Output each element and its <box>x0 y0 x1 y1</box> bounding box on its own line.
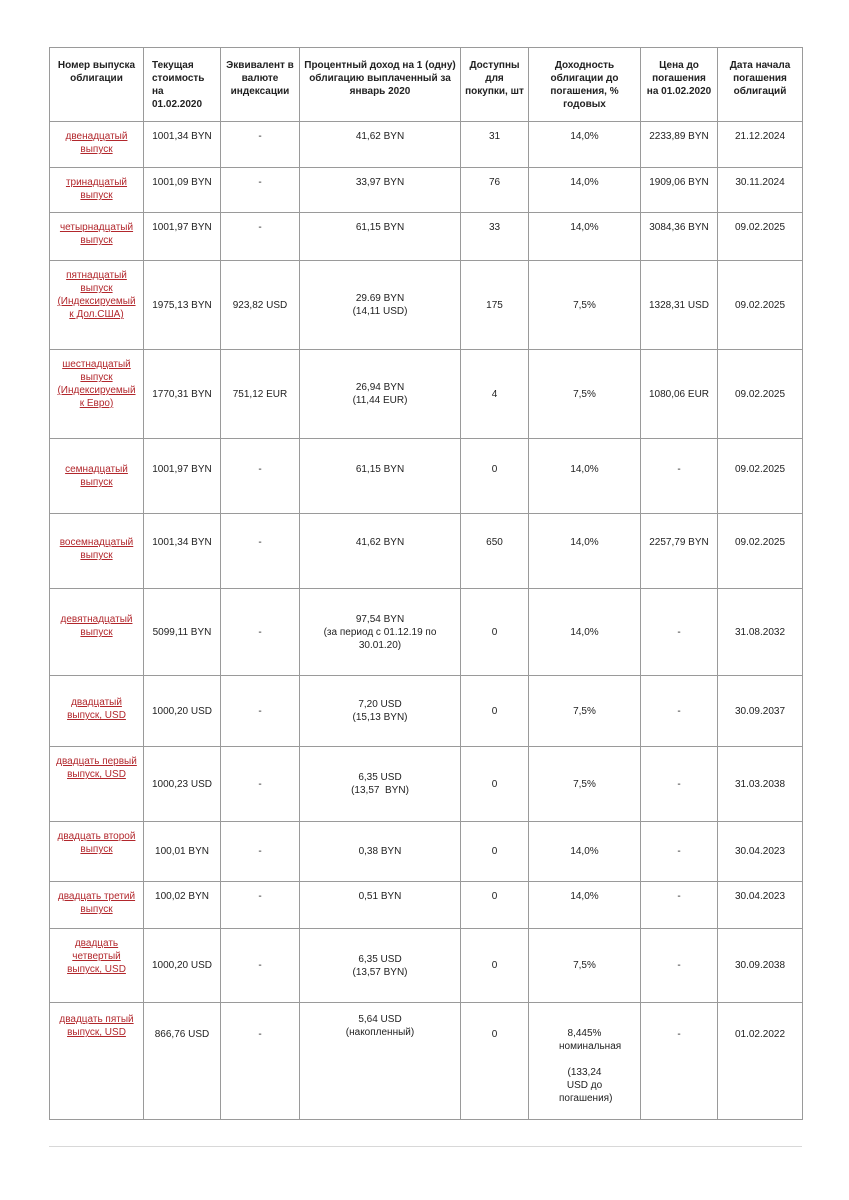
available-cell: 0 <box>461 589 529 676</box>
current-value-cell: 1000,20 USD <box>144 676 221 747</box>
income-value: 0,38 BYN <box>358 846 402 857</box>
price-cell: 3084,36 BYN <box>641 213 718 261</box>
current-value-cell: 1000,23 USD <box>144 747 221 822</box>
issue-link[interactable]: двадцать пятый выпуск, USD <box>59 1014 134 1038</box>
issue-cell <box>50 929 144 1003</box>
bonds-table <box>49 47 803 1120</box>
issue-cell <box>50 213 144 261</box>
available-cell: 4 <box>461 350 529 439</box>
income-cell <box>300 929 461 1003</box>
table-row <box>50 350 803 439</box>
issue-cell <box>50 168 144 213</box>
current-value-cell: 1770,31 BYN <box>144 350 221 439</box>
available-cell: 76 <box>461 168 529 213</box>
price-cell: - <box>641 747 718 822</box>
table-row <box>50 822 803 882</box>
equivalent-cell: - <box>221 1003 300 1120</box>
available-cell: 0 <box>461 747 529 822</box>
page-divider <box>49 1146 802 1147</box>
available-cell: 175 <box>461 261 529 350</box>
table-row <box>50 261 803 350</box>
issue-link[interactable]: восемнадцатый выпуск <box>59 537 134 561</box>
issue-cell <box>50 439 144 514</box>
income-value: 61,15 BYN <box>355 222 405 233</box>
issue-cell <box>50 589 144 676</box>
date-cell: 30.11.2024 <box>718 168 803 213</box>
income-value: 6,35 USD <box>358 772 402 783</box>
date-cell: 09.02.2025 <box>718 439 803 514</box>
available-cell: 0 <box>461 439 529 514</box>
issue-link[interactable]: пятнадцатый выпуск (Индексируемый к Дол.США) <box>57 270 136 320</box>
equivalent-cell: - <box>221 882 300 929</box>
date-cell: 30.09.2038 <box>718 929 803 1003</box>
date-cell: 09.02.2025 <box>718 350 803 439</box>
income-value: 0,51 BYN <box>358 891 402 902</box>
current-value-cell: 5099,11 BYN <box>144 589 221 676</box>
yield-cell: 7,5% <box>529 350 641 439</box>
date-cell: 31.03.2038 <box>718 747 803 822</box>
income-cell <box>300 122 461 168</box>
yield-cell: 7,5% <box>529 747 641 822</box>
price-cell: 2233,89 BYN <box>641 122 718 168</box>
price-cell: - <box>641 589 718 676</box>
equivalent-cell: - <box>221 514 300 589</box>
available-cell: 0 <box>461 676 529 747</box>
equivalent-cell: - <box>221 589 300 676</box>
current-value-cell: 100,02 BYN <box>144 882 221 929</box>
available-cell: 0 <box>461 929 529 1003</box>
price-cell: 1080,06 EUR <box>641 350 718 439</box>
yield-cell: 14,0% <box>529 213 641 261</box>
date-cell: 30.04.2023 <box>718 882 803 929</box>
issue-cell <box>50 822 144 882</box>
issue-link[interactable]: двадцатый выпуск, USD <box>67 697 126 721</box>
current-value-cell: 1000,20 USD <box>144 929 221 1003</box>
income-note: (13,57 BYN) <box>351 785 409 796</box>
yield-cell: 7,5% <box>529 676 641 747</box>
issue-link[interactable]: двадцать первый выпуск, USD <box>56 756 137 780</box>
equivalent-cell: - <box>221 168 300 213</box>
issue-link[interactable]: тринадцатый выпуск <box>65 177 128 201</box>
income-note: (15,13 BYN) <box>352 712 408 723</box>
yield-cell: 7,5% <box>529 261 641 350</box>
issue-cell <box>50 1003 144 1120</box>
income-value: 26,94 BYN <box>355 382 405 393</box>
header-row <box>50 48 803 122</box>
income-cell <box>300 822 461 882</box>
income-cell <box>300 1003 461 1120</box>
header-date: Дата начала погашения облигаций <box>718 48 803 122</box>
price-cell: 1909,06 BYN <box>641 168 718 213</box>
available-cell: 31 <box>461 122 529 168</box>
income-note: (14,11 USD) <box>352 306 408 317</box>
price-cell: - <box>641 1003 718 1120</box>
table-row <box>50 929 803 1003</box>
yield-cell: 14,0% <box>529 882 641 929</box>
issue-cell <box>50 514 144 589</box>
table-row <box>50 1003 803 1120</box>
date-cell: 21.12.2024 <box>718 122 803 168</box>
current-value-cell: 100,01 BYN <box>144 822 221 882</box>
yield-note: (133,24 USD до погашения) <box>559 1067 613 1104</box>
current-value-cell: 1001,97 BYN <box>144 439 221 514</box>
issue-link[interactable]: двенадцатый выпуск <box>65 131 128 155</box>
current-value-cell: 1001,09 BYN <box>144 168 221 213</box>
equivalent-cell: - <box>221 822 300 882</box>
issue-link[interactable]: девятнадцатый выпуск <box>60 614 133 638</box>
date-cell: 01.02.2022 <box>718 1003 803 1120</box>
income-cell <box>300 350 461 439</box>
income-cell <box>300 261 461 350</box>
yield-cell: 14,0% <box>529 822 641 882</box>
price-cell: - <box>641 439 718 514</box>
header-available: Доступны для покупки, шт <box>461 48 529 122</box>
equivalent-cell: 751,12 EUR <box>221 350 300 439</box>
issue-cell <box>50 122 144 168</box>
income-note: (накопленный) <box>345 1027 415 1038</box>
income-cell <box>300 439 461 514</box>
header-issue: Номер выпуска облигации <box>50 48 144 122</box>
current-value-cell: 866,76 USD <box>144 1003 221 1120</box>
header-income: Процентный доход на 1 (одну) облигацию выплаченный за январь 2020 <box>300 48 461 122</box>
equivalent-cell: - <box>221 213 300 261</box>
date-cell: 30.09.2037 <box>718 676 803 747</box>
table-row <box>50 213 803 261</box>
table-row <box>50 439 803 514</box>
income-value: 29.69 BYN <box>355 293 405 304</box>
issue-cell <box>50 882 144 929</box>
income-value: 97,54 BYN <box>355 613 405 625</box>
yield-cell <box>529 1003 641 1120</box>
available-cell: 33 <box>461 213 529 261</box>
income-value: 5,64 USD <box>358 1014 402 1025</box>
current-value-cell: 1975,13 BYN <box>144 261 221 350</box>
table-row <box>50 676 803 747</box>
current-value-cell: 1001,34 BYN <box>144 122 221 168</box>
equivalent-cell: - <box>221 439 300 514</box>
equivalent-cell: 923,82 USD <box>221 261 300 350</box>
issue-link[interactable]: двадцать четвертый выпуск, USD <box>67 938 126 975</box>
income-value: 7,20 USD <box>358 699 402 710</box>
date-cell: 09.02.2025 <box>718 514 803 589</box>
income-cell <box>300 676 461 747</box>
income-cell <box>300 589 461 676</box>
date-cell: 30.04.2023 <box>718 822 803 882</box>
price-cell: - <box>641 822 718 882</box>
equivalent-cell: - <box>221 676 300 747</box>
current-value-cell: 1001,97 BYN <box>144 213 221 261</box>
income-note: (за период с 01.12.19 по 30.01.20) <box>323 626 437 651</box>
date-cell: 09.02.2025 <box>718 261 803 350</box>
income-value: 41,62 BYN <box>355 537 405 548</box>
issue-link[interactable]: шестнадцатый выпуск (Индексируемый к Евро) <box>57 359 136 409</box>
available-cell: 0 <box>461 882 529 929</box>
price-cell: - <box>641 676 718 747</box>
yield-value: 8,445% номинальная <box>559 1028 622 1052</box>
issue-link[interactable]: семнадцатый выпуск <box>65 464 128 488</box>
price-cell: 2257,79 BYN <box>641 514 718 589</box>
header-yield: Доходность облигации до погашения, % годовых <box>529 48 641 122</box>
yield-cell: 14,0% <box>529 439 641 514</box>
issue-link[interactable]: четырнадцатый выпуск <box>59 222 134 246</box>
equivalent-cell: - <box>221 747 300 822</box>
income-value: 6,35 USD <box>358 953 402 965</box>
income-cell <box>300 747 461 822</box>
table-row <box>50 122 803 168</box>
price-cell: - <box>641 929 718 1003</box>
date-cell: 31.08.2032 <box>718 589 803 676</box>
income-value: 33,97 BYN <box>355 177 405 188</box>
current-value-cell: 1001,34 BYN <box>144 514 221 589</box>
yield-cell: 14,0% <box>529 168 641 213</box>
equivalent-cell: - <box>221 122 300 168</box>
yield-cell: 7,5% <box>529 929 641 1003</box>
table-row <box>50 589 803 676</box>
available-cell: 0 <box>461 1003 529 1120</box>
table-row <box>50 882 803 929</box>
issue-cell <box>50 747 144 822</box>
income-cell <box>300 168 461 213</box>
issue-cell <box>50 261 144 350</box>
equivalent-cell: - <box>221 929 300 1003</box>
issue-link[interactable]: двадцать второй выпуск <box>57 831 136 855</box>
yield-cell: 14,0% <box>529 589 641 676</box>
yield-gap <box>559 1053 610 1066</box>
header-current-value: Текущая стоимость на 01.02.2020 <box>144 48 221 122</box>
issue-link[interactable]: двадцать третий выпуск <box>57 891 136 915</box>
header-price: Цена до погашения на 01.02.2020 <box>641 48 718 122</box>
price-cell: 1328,31 USD <box>641 261 718 350</box>
date-cell: 09.02.2025 <box>718 213 803 261</box>
income-value: 41,62 BYN <box>355 131 405 142</box>
table-row <box>50 747 803 822</box>
income-cell <box>300 514 461 589</box>
available-cell: 650 <box>461 514 529 589</box>
income-note: (13,57 BYN) <box>352 966 408 978</box>
issue-cell <box>50 676 144 747</box>
income-cell <box>300 882 461 929</box>
income-cell <box>300 213 461 261</box>
yield-cell: 14,0% <box>529 514 641 589</box>
header-equivalent: Эквивалент в валюте индексации <box>221 48 300 122</box>
yield-cell: 14,0% <box>529 122 641 168</box>
table-row <box>50 514 803 589</box>
income-note: (11,44 EUR) <box>352 395 408 406</box>
price-cell: - <box>641 882 718 929</box>
issue-cell <box>50 350 144 439</box>
income-value: 61,15 BYN <box>355 464 405 475</box>
available-cell: 0 <box>461 822 529 882</box>
table-row <box>50 168 803 213</box>
